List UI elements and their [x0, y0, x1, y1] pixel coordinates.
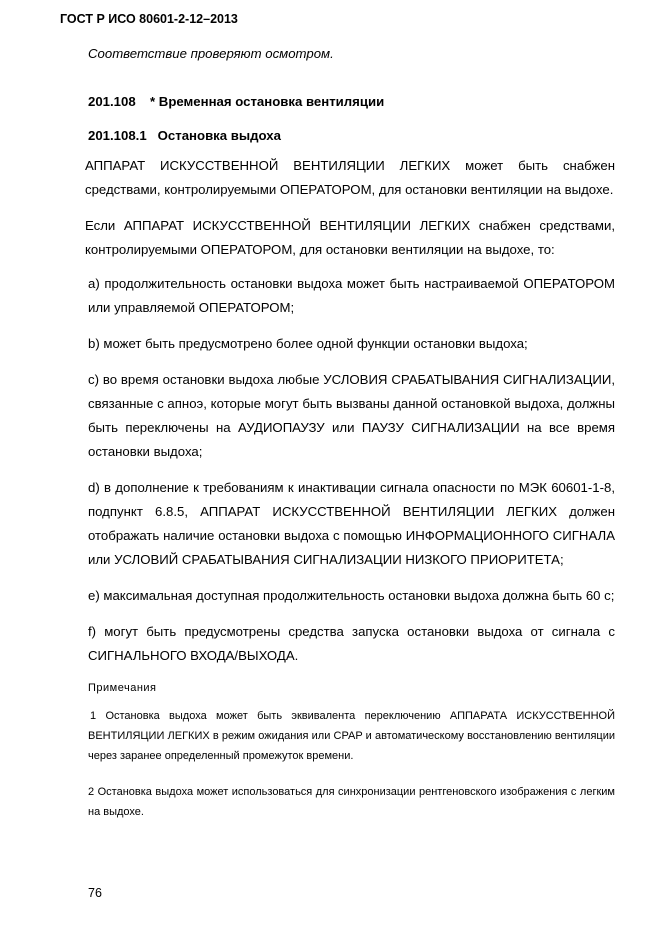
intro-text: Соответствие проверяют осмотром.: [88, 46, 334, 61]
paragraph: АППАРАТ ИСКУССТВЕННОЙ ВЕНТИЛЯЦИИ ЛЕГКИХ может быть снабжен средствами, контролируемыми ОПЕРАТОРОМ, для остановки вентиляции на выдохе.: [85, 158, 615, 197]
list-item: a) продолжительность остановки выдоха может быть настраиваемой ОПЕРАТОРОМ или управляемой ОПЕРАТОРОМ;: [88, 276, 615, 315]
section-number: 201.108: [88, 94, 136, 109]
note-item: 1 Остановка выдоха может быть эквивалента переключению АППАРАТА ИСКУССТВЕННОЙ ВЕНТИЛЯЦИИ ЛЕГКИХ в режим ожидания или CPAP и автоматическому восстановлению вентиляции через заранее определенный промежуток времени.: [88, 710, 615, 762]
list-item: e) максимальная доступная продолжительность остановки выдоха должна быть 60 с;: [88, 588, 615, 603]
page-number: 76: [88, 886, 102, 900]
note-item: 2 Остановка выдоха может использоваться для синхронизации рентгеновского изображения с легким на выдохе.: [88, 786, 615, 818]
list-item: d) в дополнение к требованиям к инактивации сигнала опасности по МЭК 60601-1-8, подпункт 6.8.5, АППАРАТ ИСКУССТВЕННОЙ ВЕНТИЛЯЦИИ ЛЕГКИХ должен отображать наличие остановки выдоха с помощью ИНФОРМАЦИОННОГО СИГНАЛА или УСЛОВИЙ СРАБАТЫВАНИЯ СИГНАЛИЗАЦИИ НИЗКОГО ПРИОРИТЕТА;: [88, 480, 615, 567]
document-header: ГОСТ Р ИСО 80601-2-12–2013: [60, 12, 238, 26]
notes-title: Примечания: [88, 682, 157, 694]
section-heading: [88, 90, 615, 114]
section-title: * Временная остановка вентиляции: [150, 94, 385, 109]
paragraph: Если АППАРАТ ИСКУССТВЕННОЙ ВЕНТИЛЯЦИИ ЛЕГКИХ снабжен средствами, контролируемыми ОПЕРАТОРОМ, для остановки вентиляции на выдохе, то:: [85, 218, 615, 257]
list-item: c) во время остановки выдоха любые УСЛОВИЯ СРАБАТЫВАНИЯ СИГНАЛИЗАЦИИ, связанные с апноэ, которые могут быть вызваны данной остановкой выдоха, должны быть переключены на АУДИОПАУЗУ или ПАУЗУ СИГНАЛИЗАЦИИ на все время остановки выдоха;: [88, 372, 615, 459]
subsection-number: 201.108.1: [88, 128, 147, 143]
list-item: f) могут быть предусмотрены средства запуска остановки выдоха от сигнала с СИГНАЛЬНОГО ВХОДА/ВЫХОДА.: [88, 624, 615, 663]
subsection-heading: [88, 124, 615, 148]
list-item: b) может быть предусмотрено более одной функции остановки выдоха;: [88, 336, 528, 351]
subsection-title: Остановка выдоха: [157, 128, 281, 143]
document-body: [85, 42, 615, 822]
